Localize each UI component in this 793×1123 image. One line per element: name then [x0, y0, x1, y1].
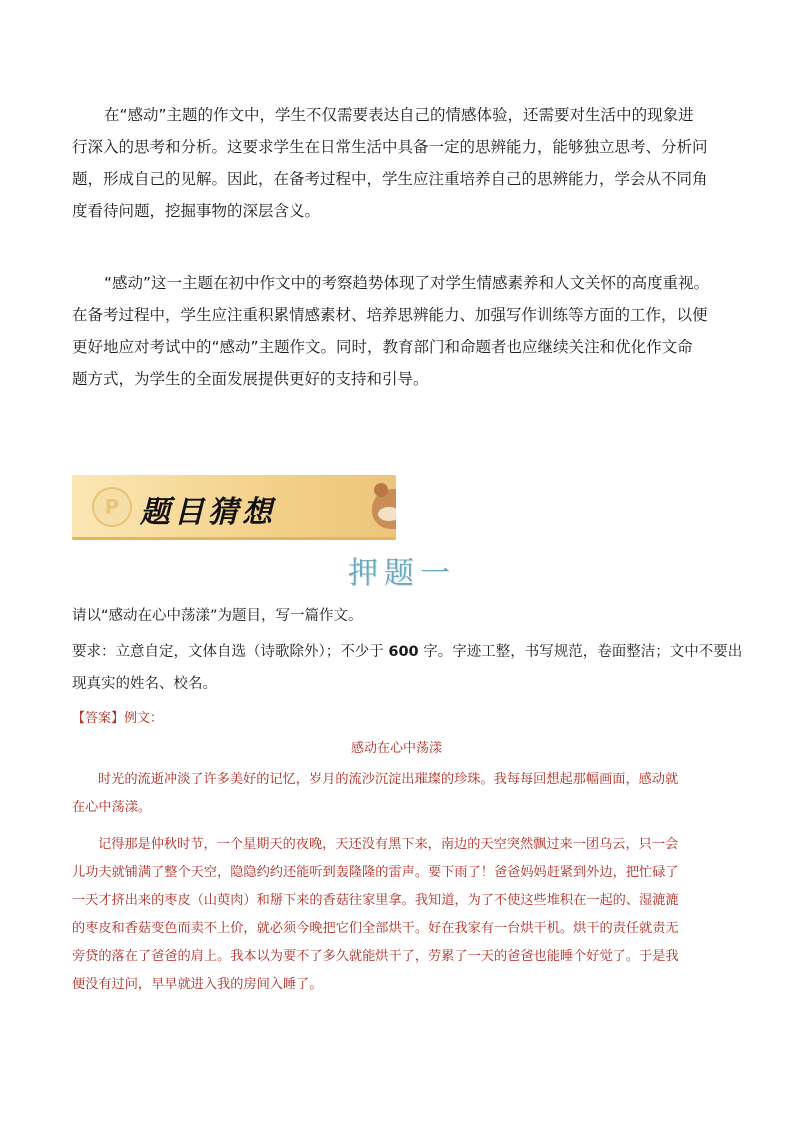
- intro-paragraph-2: [72, 267, 724, 395]
- text-line: “感动”这一主题在初中作文中的考察趋势体现了对学生情感素养和人文关怀的高度重视。: [104, 274, 710, 292]
- coin-icon: [92, 487, 132, 527]
- essay-line: 的枣皮和香菇变色而卖不上价，就必须今晚把它们全部烘干。好在我家有一台烘干机。烘干的责任就责无: [72, 921, 679, 936]
- essay-line: 记得那是仲秋时节，一个星期天的夜晚，天还没有黑下来，南边的天空突然飘过来一团乌云，只一会: [98, 837, 679, 852]
- essay-line: 一天才挤出来的枣皮（山萸肉）和掰下来的香菇往家里拿。我知道，为了不使这些堆积在一起的、湿漉漉: [72, 893, 679, 908]
- requirements-text: 要求：立意自定，文体自选（诗歌除外）；不少于: [72, 644, 389, 660]
- bear-icon: [372, 489, 396, 529]
- word-count: 600: [388, 644, 419, 660]
- essay-title: 感动在心中荡漾: [350, 741, 442, 756]
- text-line: 行深入的思考和分析。这要求学生在日常生活中具备一定的思辨能力，能够独立思考、分析问: [72, 138, 708, 156]
- text-line: 度看待问题，挖掘事物的深层含义。: [72, 202, 321, 220]
- answer-label: 【答案】例文：: [72, 711, 164, 726]
- essay-line: 在心中荡漾。: [72, 800, 152, 815]
- text-line: 更好地应对考试中的“感动”主题作文。同时，教育部门和命题者也应继续关注和优化作文命: [72, 338, 693, 356]
- text-line: 题，形成自己的见解。因此，在备考过程中，学生应注重培养自己的思辨能力，学会从不同角: [72, 170, 708, 188]
- text-line: 在“感动”主题的作文中，学生不仅需要表达自己的情感体验，还需要对生活中的现象进: [104, 106, 694, 124]
- intro-paragraph-1: [72, 99, 724, 227]
- essay-line: 时光的流逝冲淡了许多美好的记忆，岁月的流沙沉淀出璀璨的珍珠。我每每回想起那幅画面，感动就: [98, 772, 679, 787]
- essay-paragraph-1: [72, 766, 724, 822]
- essay-line: 儿功夫就铺满了整个天空，隐隐约约还能听到轰隆隆的雷声。要下雨了！爸爸妈妈赶紧到外边，把忙碌了: [72, 865, 679, 880]
- question-line-1: 请以“感动在心中荡漾”为题目，写一篇作文。: [72, 608, 363, 624]
- essay-line: 旁贷的落在了爸爸的肩上。我本以为要不了多久就能烘干了，劳累了一天的爸爸也能睡个好觉了。于是我: [72, 949, 679, 964]
- text-line: 在备考过程中，学生应注重积累情感素材、培养思辨能力、加强写作训练等方面的工作，以便: [72, 306, 708, 324]
- banner-title: 题目猜想: [140, 495, 276, 530]
- text-line: 题方式，为学生的全面发展提供更好的支持和引导。: [72, 370, 429, 388]
- essay-line: 便没有过问，早早就进入我的房间入睡了。: [72, 977, 323, 992]
- requirements-text-cont: 字。字迹工整，书写规范，卷面整洁；文中不要出: [418, 644, 743, 660]
- section-banner: [72, 475, 396, 540]
- essay-paragraph-2: [72, 831, 724, 999]
- coin-letter: P: [104, 495, 120, 519]
- section-subtitle: 押题一: [348, 556, 456, 591]
- question-requirements: [72, 640, 742, 664]
- question-line-3: 现真实的姓名、校名。: [72, 676, 217, 692]
